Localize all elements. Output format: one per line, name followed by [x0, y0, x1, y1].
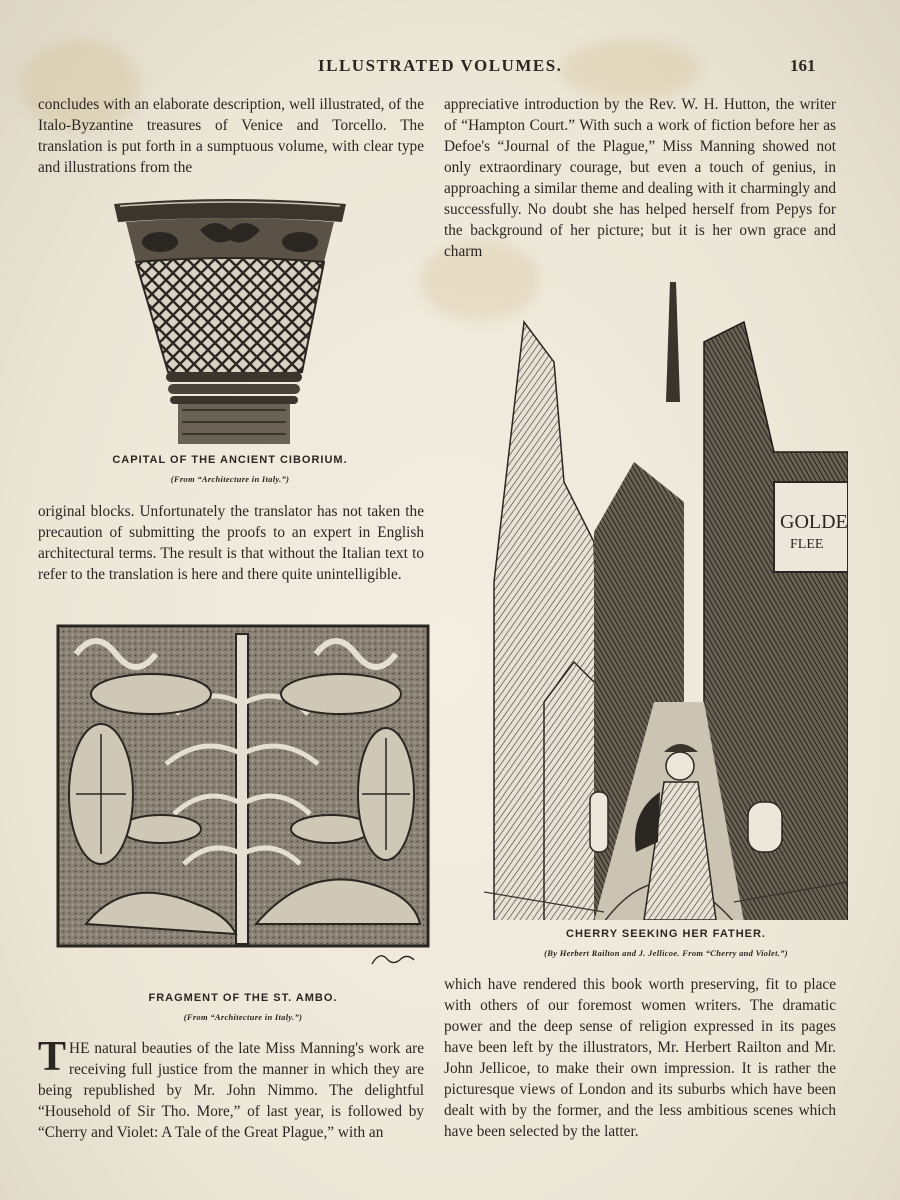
drop-cap: T	[38, 1034, 67, 1080]
right-top-paragraph: appreciative introduction by the Rev. W. H. Hutton, the writer of “Hampton Court.” With such a work of fiction before her as Defoe's “Journal of the Plague,” Miss Manning showed not only extraordinary courage, but even a touch of genius, in approaching a similar theme and dealing with it charmingly and successfully. No doubt she has helped herself from Pepys for the background of her picture; but it is her own grace and charm	[444, 96, 836, 260]
cherry-credit: (By Herbert Railton and J. Jellicoe. From “Cherry and Violet.”)	[544, 948, 788, 958]
left-mid-paragraph: original blocks. Unfortunately the translator has not taken the precaution of submitting the proofs to an expert in English architectural terms. The result is that without the Italian text to refer to the translation is here and there quite unintelligible.	[38, 503, 424, 583]
sign-text-2: FLEE	[790, 537, 824, 552]
ciborium-caption: CAPITAL OF THE ANCIENT CIBORIUM.	[112, 454, 348, 466]
ambo-caption: FRAGMENT OF THE ST. AMBO.	[148, 992, 338, 1004]
sign-text: GOLDE	[780, 511, 848, 533]
left-bottom-paragraph: THE natural beauties of the late Miss Manning's work are receiving full justice from the manner in which they are being republished by Mr. John Nimmo. The delightful “Household of Sir Tho. More,” of last year, is followed by “Cherry and Violet: A Tale of the Great Plague,” with an	[38, 1034, 424, 1141]
ambo-credit: (From “Architecture in Italy.”)	[183, 1012, 303, 1022]
page-number: 161	[790, 56, 816, 75]
ambo-fragment-illustration	[56, 624, 430, 972]
ciborium-credit: (From “Architecture in Italy.”)	[170, 474, 290, 484]
ciborium-capital-illustration	[110, 196, 350, 444]
page-header	[0, 56, 900, 78]
left-top-paragraph: concludes with an elaborate description, well illustrated, of the Italo-Byzantine treasures of Venice and Torcello. The translation is put forth in a sumptuous volume, with clear type and illustrations from the	[38, 96, 424, 176]
right-bottom-paragraph: which have rendered this book worth preserving, fit to place with others of our foremost women writers. The dramatic power and the deep sense of religion expressed in its pages have been left by the illustrators, Mr. Herbert Railton and Mr. John Jellicoe, to make their own impression. It is rather the picturesque views of London and its suburbs which have been dealt with by the former, and the less ambitious scenes which have been selected by the latter.	[444, 976, 836, 1140]
cherry-caption: CHERRY SEEKING HER FATHER.	[566, 928, 766, 940]
running-title: ILLUSTRATED VOLUMES.	[318, 56, 563, 75]
cherry-street-illustration	[484, 282, 848, 920]
